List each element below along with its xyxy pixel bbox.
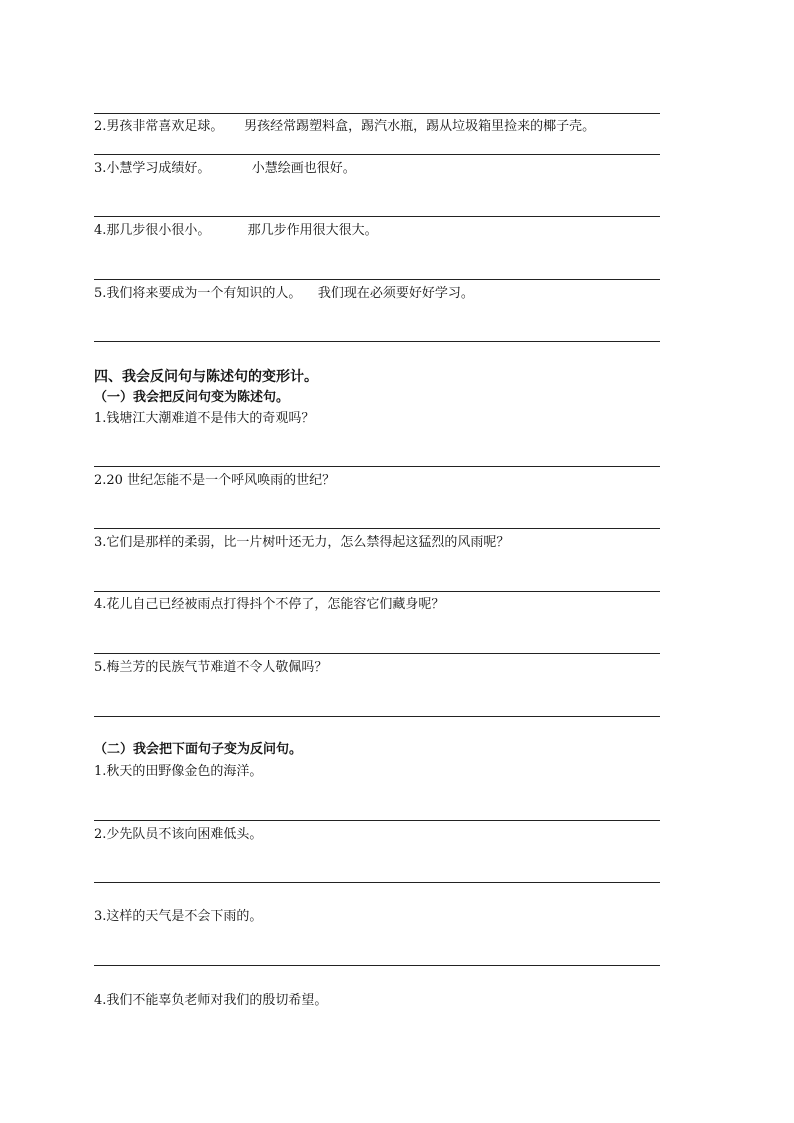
answer-line	[94, 113, 660, 114]
answer-line	[94, 591, 660, 592]
answer-line	[94, 965, 660, 966]
answer-line	[94, 653, 660, 654]
question-item: 1.钱塘江大潮难道不是伟大的奇观吗？	[94, 411, 315, 426]
question-item: 4.我们不能辜负老师对我们的殷切希望。	[94, 993, 328, 1008]
answer-line	[94, 154, 660, 155]
question-item: 3.这样的天气是不会下雨的。	[94, 909, 263, 924]
question-item: 2.男孩非常喜欢足球。 男孩经常踢塑料盒，踢汽水瓶，踢从垃圾箱里捡来的椰子壳。	[94, 119, 596, 134]
question-item: 2.少先队员不该向困难低头。	[94, 827, 263, 842]
question-item: 5.我们将来要成为一个有知识的人。 我们现在必须要好好学习。	[94, 286, 474, 301]
answer-line	[94, 216, 660, 217]
answer-line	[94, 466, 660, 467]
subsection-title: （二）我会把下面句子变为反问句。	[94, 742, 303, 757]
answer-line	[94, 716, 660, 717]
section-title: 四、我会反问句与陈述句的变形计。	[94, 369, 318, 385]
question-item: 4.那几步很小很小。 那几步作用很大很大。	[94, 223, 378, 238]
answer-line	[94, 279, 660, 280]
question-item: 4.花儿自己已经被雨点打得抖个不停了，怎能容它们藏身呢？	[94, 597, 445, 612]
answer-line	[94, 882, 660, 883]
question-item: 3.它们是那样的柔弱，比一片树叶还无力，怎么禁得起这猛烈的风雨呢？	[94, 535, 510, 550]
answer-line	[94, 820, 660, 821]
question-item: 5.梅兰芳的民族气节难道不令人敬佩吗？	[94, 660, 328, 675]
question-item: 2.20 世纪怎能不是一个呼风唤雨的世纪？	[94, 473, 336, 488]
question-item: 1.秋天的田野像金色的海洋。	[94, 764, 263, 779]
answer-line	[94, 341, 660, 342]
answer-line	[94, 528, 660, 529]
question-item: 3.小慧学习成绩好。 小慧绘画也很好。	[94, 161, 356, 176]
subsection-title: （一）我会把反问句变为陈述句。	[94, 390, 290, 405]
